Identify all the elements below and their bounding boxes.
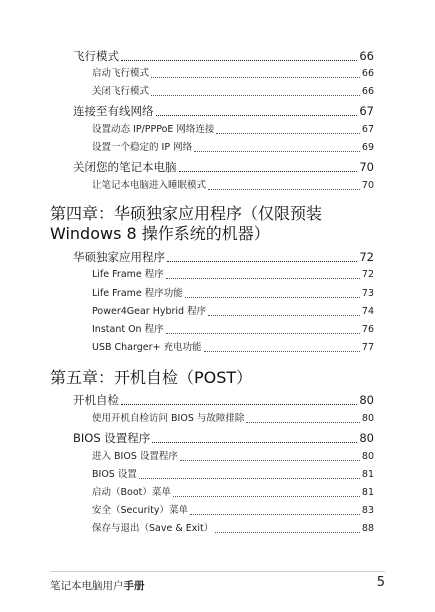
- toc-entry-page: 72: [361, 269, 374, 280]
- dot-leader: [156, 115, 358, 116]
- toc-entry-title: Life Frame 程序功能: [92, 288, 183, 299]
- footer-manual-title: [50, 578, 145, 593]
- toc-entry-title: Power4Gear Hybrid 程序: [92, 306, 207, 317]
- toc-entry-page: 88: [361, 523, 374, 534]
- toc-entry-title: Life Frame 程序: [92, 269, 164, 280]
- toc-entry[interactable]: [73, 249, 374, 265]
- toc-entry-page: 73: [361, 288, 374, 299]
- toc-entry-page: 67: [359, 104, 374, 118]
- dot-leader: [216, 133, 359, 134]
- toc-entry-page: 80: [361, 451, 374, 462]
- toc-entry[interactable]: [73, 48, 374, 64]
- toc-entry-page: 69: [361, 142, 374, 153]
- chapter-4-heading: [50, 204, 390, 244]
- toc-entry-page: 72: [359, 250, 374, 264]
- toc-entry-title: 启动（Boot）菜单: [92, 487, 171, 498]
- toc-entry-page: 67: [361, 124, 374, 135]
- footer-title-bold: 手册: [123, 580, 145, 592]
- toc-entry-page: 74: [361, 306, 374, 317]
- dot-leader: [167, 261, 357, 262]
- dot-leader: [173, 496, 360, 497]
- toc-entry[interactable]: [73, 430, 374, 446]
- toc-subentry[interactable]: [92, 323, 374, 337]
- toc-entry-title: 关闭您的笔记本电脑: [73, 160, 177, 174]
- toc-entry-page: 66: [359, 49, 374, 63]
- toc-entry-page: 66: [361, 68, 374, 79]
- toc-entry-title: 开机自检: [73, 393, 119, 407]
- toc-subentry[interactable]: [92, 141, 374, 155]
- toc-entry-title: 让笔记本电脑进入睡眠模式: [92, 180, 207, 191]
- toc-entry-title: 保存与退出（Save & Exit）: [92, 523, 214, 534]
- toc-entry[interactable]: [73, 159, 374, 175]
- chapter-4-title-line1: 第四章：华硕独家应用程序（仅限预装: [50, 204, 323, 223]
- toc-entry[interactable]: [73, 103, 374, 119]
- dot-leader: [215, 532, 360, 533]
- dot-leader: [166, 278, 360, 279]
- toc-entry-title: 启动飞行模式: [92, 68, 150, 79]
- toc-subentry[interactable]: [92, 450, 374, 464]
- toc-entry-title: Instant On 程序: [92, 324, 164, 335]
- toc-entry-page: 80: [361, 413, 374, 424]
- toc-subentry[interactable]: [92, 67, 374, 81]
- dot-leader: [246, 422, 360, 423]
- toc-entry-title: 飞行模式: [73, 49, 119, 63]
- chapter-5-heading: [50, 368, 390, 388]
- toc-entry-title: BIOS 设置: [92, 469, 137, 480]
- toc-subentry[interactable]: [92, 305, 374, 319]
- toc-subentry[interactable]: [92, 123, 374, 137]
- chapter-4-title-line2: Windows 8 操作系统的机器）: [50, 224, 270, 243]
- toc-entry[interactable]: [73, 392, 374, 408]
- toc-subentry[interactable]: [92, 468, 374, 482]
- toc-subentry[interactable]: [92, 522, 374, 536]
- toc-subentry[interactable]: [92, 179, 374, 193]
- toc-entry-title: 安全（Security）菜单: [92, 505, 189, 516]
- dot-leader: [152, 442, 357, 443]
- toc-entry-title: 关闭飞行模式: [92, 86, 150, 97]
- toc-entry-page: 83: [361, 505, 374, 516]
- toc-entry-page: 70: [359, 160, 374, 174]
- toc-entry-title: 连接至有线网络: [73, 104, 154, 118]
- dot-leader: [208, 315, 360, 316]
- dot-leader: [190, 514, 360, 515]
- toc-entry-title: 华硕独家应用程序: [73, 250, 165, 264]
- footer-title-text: 笔记本电脑用户: [50, 580, 124, 592]
- dot-leader: [139, 478, 360, 479]
- toc-subentry[interactable]: [92, 287, 374, 301]
- toc-entry-title: 使用开机自检访问 BIOS 与故障排除: [92, 413, 245, 424]
- dot-leader: [151, 95, 360, 96]
- dot-leader: [179, 171, 358, 172]
- toc-entry-page: 76: [361, 324, 374, 335]
- toc-subentry[interactable]: [92, 268, 374, 282]
- toc-subentry[interactable]: [92, 486, 374, 500]
- toc-entry-page: 77: [361, 342, 374, 353]
- dot-leader: [180, 460, 360, 461]
- toc-entry-page: 81: [361, 487, 374, 498]
- dot-leader: [208, 189, 360, 190]
- toc-entry-page: 70: [361, 180, 374, 191]
- dot-leader: [121, 60, 357, 61]
- dot-leader: [185, 297, 360, 298]
- dot-leader: [151, 77, 360, 78]
- toc-entry-title: BIOS 设置程序: [73, 431, 151, 445]
- toc-subentry[interactable]: [92, 341, 374, 355]
- dot-leader: [121, 404, 357, 405]
- toc-entry-title: 设置动态 IP/PPPoE 网络连接: [92, 124, 215, 135]
- footer-divider: [50, 571, 385, 572]
- toc-entry-page: 80: [359, 431, 374, 445]
- toc-subentry[interactable]: [92, 85, 374, 99]
- toc-entry-page: 80: [359, 393, 374, 407]
- footer-page-number: 5: [376, 575, 385, 590]
- dot-leader: [166, 333, 360, 334]
- toc-entry-page: 81: [361, 469, 374, 480]
- chapter-5-title-line1: 第五章：开机自检（POST）: [50, 368, 253, 387]
- toc-entry-title: 进入 BIOS 设置程序: [92, 451, 178, 462]
- dot-leader: [194, 151, 360, 152]
- toc-entry-title: USB Charger+ 充电功能: [92, 342, 202, 353]
- toc-entry-title: 设置一个稳定的 IP 网络: [92, 142, 193, 153]
- dot-leader: [204, 351, 360, 352]
- toc-subentry[interactable]: [92, 504, 374, 518]
- toc-entry-page: 66: [361, 86, 374, 97]
- toc-subentry[interactable]: [92, 412, 374, 426]
